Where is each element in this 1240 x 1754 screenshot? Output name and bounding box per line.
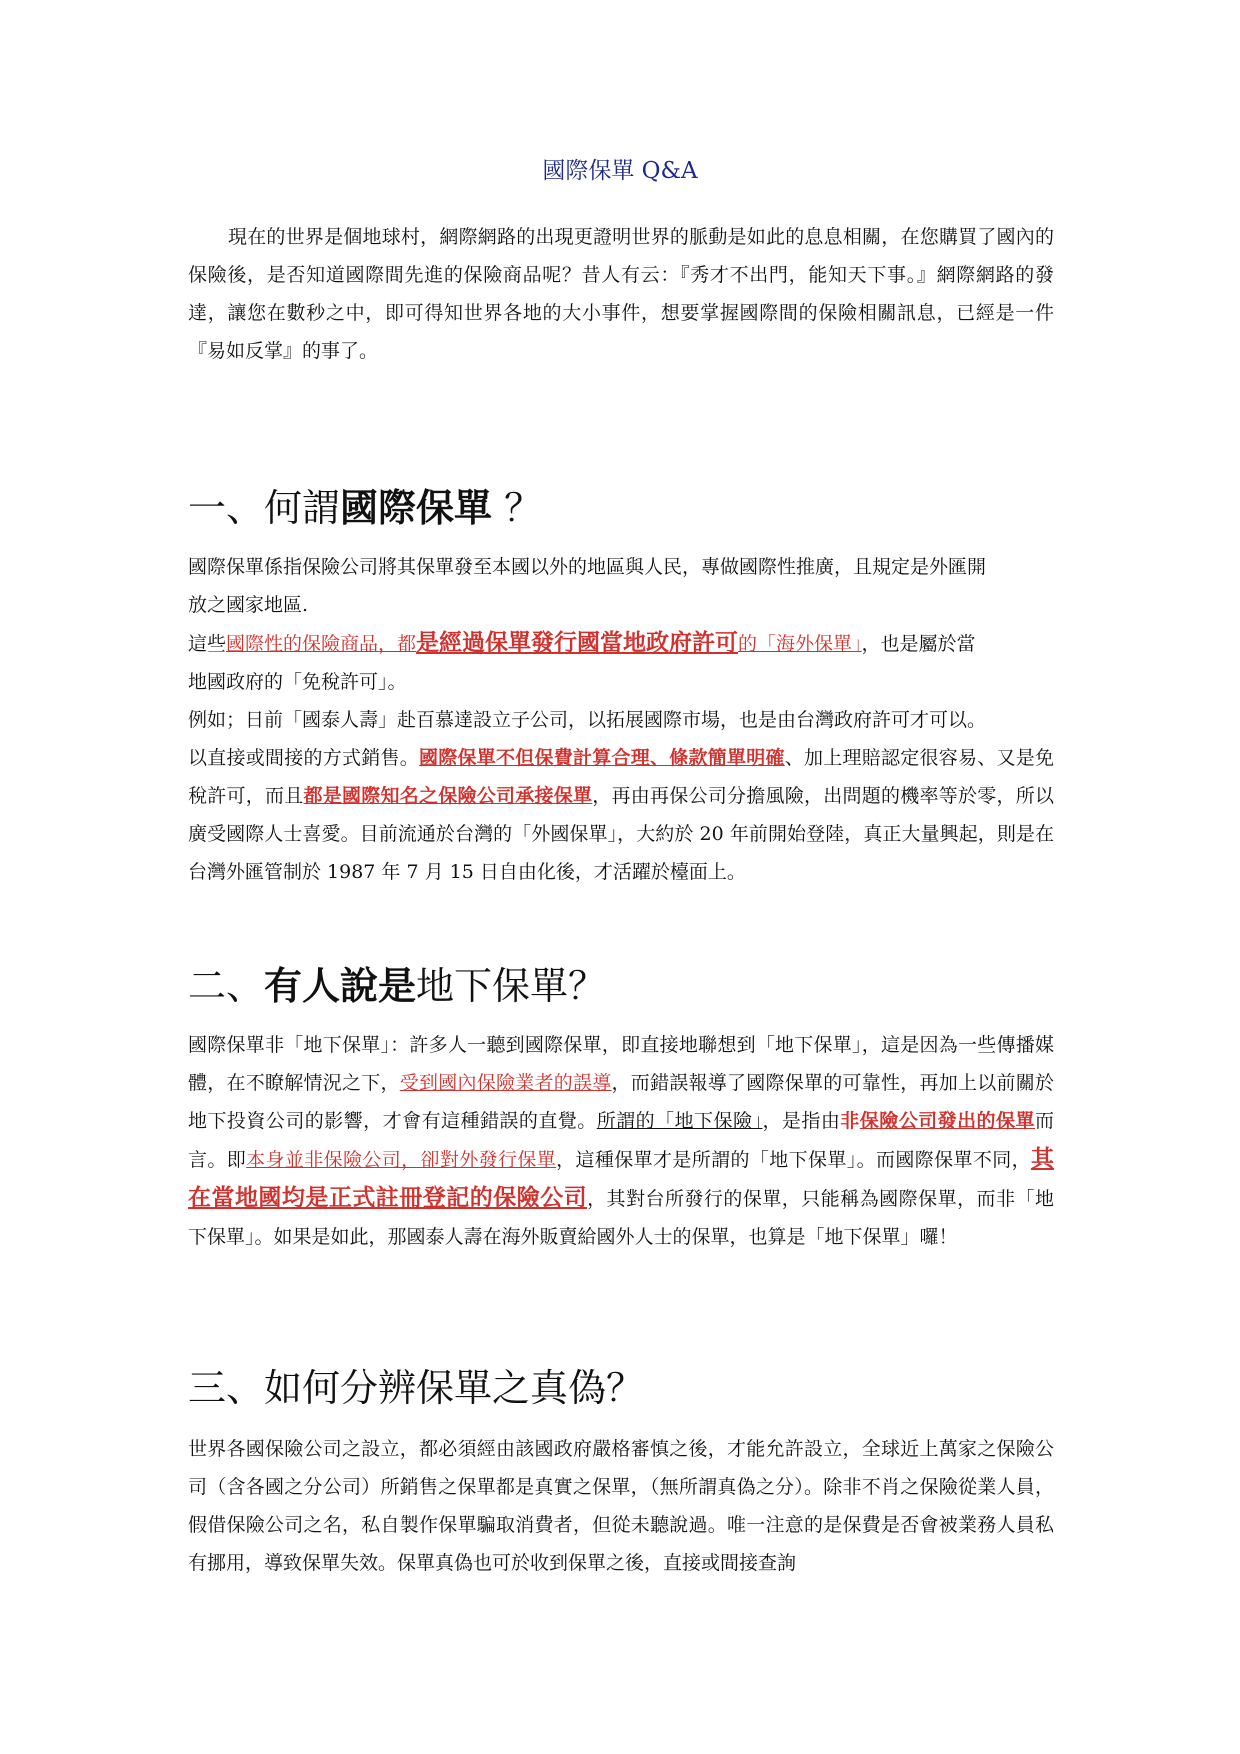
highlight-text: 的「海外保單」 [738, 633, 862, 655]
body-line: 保險公司（含各國之分公司）所銷售之保單都是真實之保單，（無所謂真偽之分）。除非不肖之 [188, 1438, 1054, 1498]
body-line: 保險從業人員，假借保險公司之名，私自製作保單騙取消費者，但從未聽說過。唯一注意的是保 [188, 1476, 1054, 1536]
highlight-text: 非 [840, 1110, 860, 1132]
intro-line: 現在的世界是個地球村，網際網路的出現更證明世界的脈動是如此的息息相關，在您購買了 [228, 226, 997, 248]
section-2-body: 國際保單非「地下保單」：許多人一聽到國際保單，即直接地聯想到「地下保單」，這是因為一些傳播媒體，在不瞭解情況之下，受到國內保險業者的誤導，而錯誤報導了國際保單的可靠性，再加上以前關於地下投資公司的影響，才會有這種錯誤的直覺。所謂的「地下保險」，是指由非保險公司發出的保單而言。即本身並非保險公司，卻對外發行保單，這種保單才是所謂的「地下保單」。而國際保單不同，其在當地國均是正式註冊登記的保險公司，其對台所發行的保單，只能稱為國際保單，而非「地下保單」。如果是如此，那國泰人壽在海外販賣給國外人士的保單，也算是「地下保單」囉！ [188, 1034, 1054, 1248]
intro-line: 國內的保險後，是否知道國際間先進的保險商品呢？昔人有云：『秀才不出門，能知天下事。』 [188, 226, 1054, 286]
intro-paragraph [188, 218, 1054, 370]
intro-line: 訊息，已經是一件『易如反掌』的事了。 [188, 302, 1054, 362]
section-3-body [188, 1430, 1054, 1582]
highlight-text: 本身並非保險公司，卻對外發行保單 [246, 1149, 557, 1171]
highlight-text: 都是國際知名之保險公司承接保單 [303, 785, 593, 807]
section-2-heading: 二、有人說是地下保單？ [188, 963, 607, 1008]
body-line: 世界各國保險公司之設立，都必須經由該國政府嚴格審慎之後，才能允許設立，全球近上萬家之 [188, 1438, 997, 1460]
highlight-text: 國際保單不但保費計算合理、條款簡單明確 [418, 747, 785, 769]
section-1-body: 國際保單係指保險公司將其保單發至本國以外的地區與人民，專做國際性推廣，且規定是外匯開 放之國家地區. 這些國際性的保險商品，都是經過保單發行國當地政府許可的「海外保單」，也是屬於當 地國政府的「免稅許可」。 例如；日前「國泰人壽」赴百慕達設立子公司，以拓展國際市場，也是由台灣政府許可才可以。 以直接或間接的方式銷售。國際保單不但保費計算合理、條款簡單明確、加上理賠認定很容易、又是免稅許可，而且都是國際知名之保險公司承接保單，再由再保公司分擔風險，出問題的機率等於零，所以廣受國際人士喜愛。目前流通於台灣的「外國保單」，大約於 20 年前開始登陸，真正大量興起，則是在台灣外匯管制於 1987 年 7 月 15 日自由化後，才活躍於檯面上。 [188, 556, 1054, 883]
document-title: 國際保單 Q&A [542, 158, 698, 184]
highlight-text: 保險公司發出的保單 [859, 1110, 1035, 1132]
intro-line: 網際網路的發達，讓您在數秒之中，即可得知世界各地的大小事件，想要掌握國際間的保險相關 [188, 264, 1054, 324]
section-1-heading: 一、何謂國際保單 ？ [188, 485, 543, 530]
body-line: 費是否會被業務人員私有挪用，導致保單失效。保單真偽也可於收到保單之後，直接或間接查詢 [188, 1514, 1054, 1574]
underlined-text: 所謂的「地下保險」 [596, 1110, 763, 1132]
highlight-text: 其在當地國均是正式註冊登記的保險公司 [188, 1145, 1054, 1211]
section-3-heading: 三、如何分辨保單之真偽？ [188, 1366, 645, 1410]
highlight-text: 是經過保單發行國當地政府許可 [416, 629, 739, 656]
highlight-text: 國際性的保險商品，都 [226, 633, 417, 655]
highlight-text: 受到國內保險業者的誤導 [399, 1072, 612, 1094]
